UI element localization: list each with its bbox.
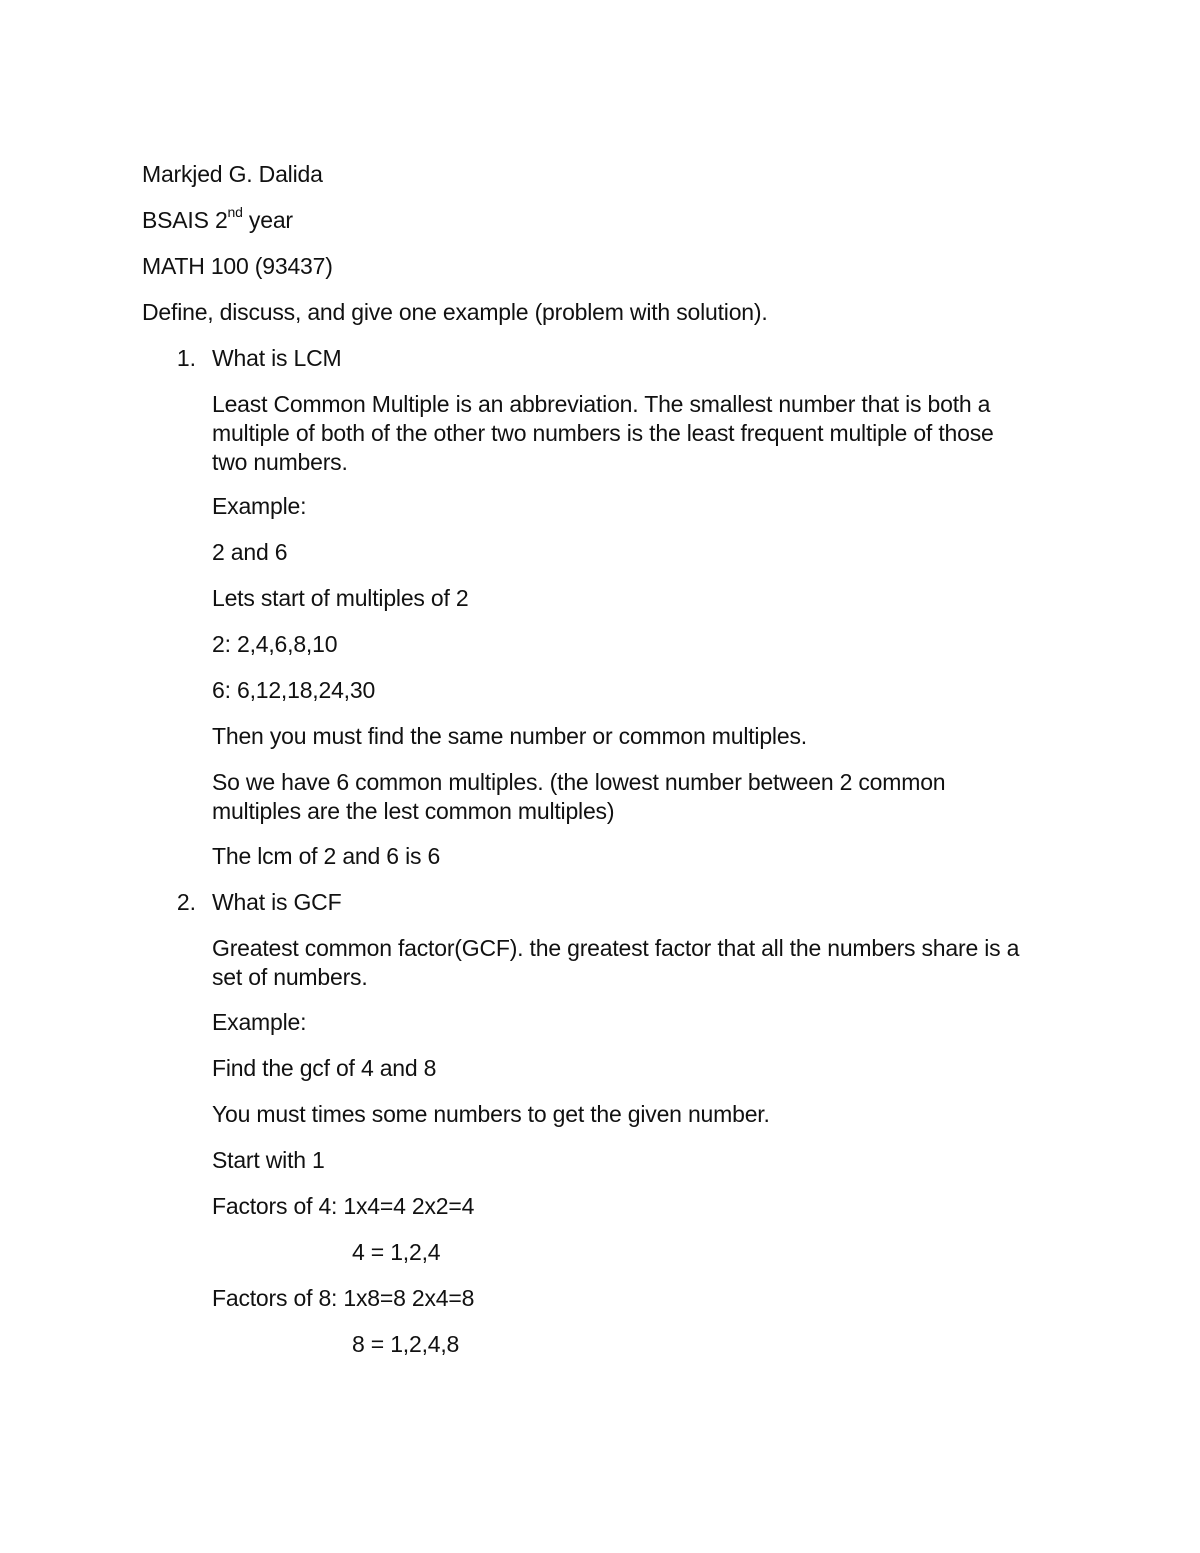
list-number-2: 2. [176, 889, 196, 915]
lcm-definition-line: two numbers. [212, 449, 348, 475]
author-name: Markjed G. Dalida [142, 161, 323, 187]
gcf-example-label: Example: [212, 1009, 307, 1035]
gcf-factors-of-8-result: 8 = 1,2,4,8 [352, 1331, 460, 1357]
list-number-1: 1. [176, 345, 196, 371]
lcm-example-label: Example: [212, 493, 307, 519]
lcm-step-2: Then you must find the same number or common multiples. [212, 723, 807, 749]
gcf-factors-of-4: Factors of 4: 1x4=4 2x2=4 [212, 1193, 475, 1219]
course-code: MATH 100 (93437) [142, 253, 333, 279]
program-ordinal-suffix: nd [227, 204, 243, 221]
gcf-factors-of-8: Factors of 8: 1x8=8 2x4=8 [212, 1285, 475, 1311]
lcm-multiples-of-2: 2: 2,4,6,8,10 [212, 631, 338, 657]
lcm-note-line: multiples are the lest common multiples) [212, 798, 615, 824]
lcm-step-1: Lets start of multiples of 2 [212, 585, 469, 611]
program-prefix: BSAIS 2 [142, 207, 228, 233]
instruction: Define, discuss, and give one example (problem with solution). [142, 299, 768, 325]
program-year [142, 206, 293, 235]
lcm-answer: The lcm of 2 and 6 is 6 [212, 843, 441, 869]
lcm-definition-line: multiple of both of the other two numbers is the least frequent multiple of those [212, 420, 994, 446]
lcm-multiples-of-6: 6: 6,12,18,24,30 [212, 677, 376, 703]
gcf-step-2: Start with 1 [212, 1147, 325, 1173]
gcf-problem: Find the gcf of 4 and 8 [212, 1055, 437, 1081]
gcf-definition-line: Greatest common factor(GCF). the greatest factor that all the numbers share is a [212, 935, 1020, 961]
program-suffix: year [242, 207, 293, 233]
gcf-definition-line: set of numbers. [212, 964, 368, 990]
lcm-title: What is LCM [212, 345, 342, 371]
lcm-note [212, 768, 1052, 826]
lcm-note-line: So we have 6 common multiples. (the lowest number between 2 common [212, 769, 946, 795]
lcm-definition-line: Least Common Multiple is an abbreviation. The smallest number that is both a [212, 391, 991, 417]
gcf-step-1: You must times some numbers to get the given number. [212, 1101, 770, 1127]
lcm-problem: 2 and 6 [212, 539, 288, 565]
lcm-definition [212, 390, 1052, 477]
gcf-definition [212, 934, 1052, 992]
gcf-title: What is GCF [212, 889, 342, 915]
gcf-factors-of-4-result: 4 = 1,2,4 [352, 1239, 441, 1265]
